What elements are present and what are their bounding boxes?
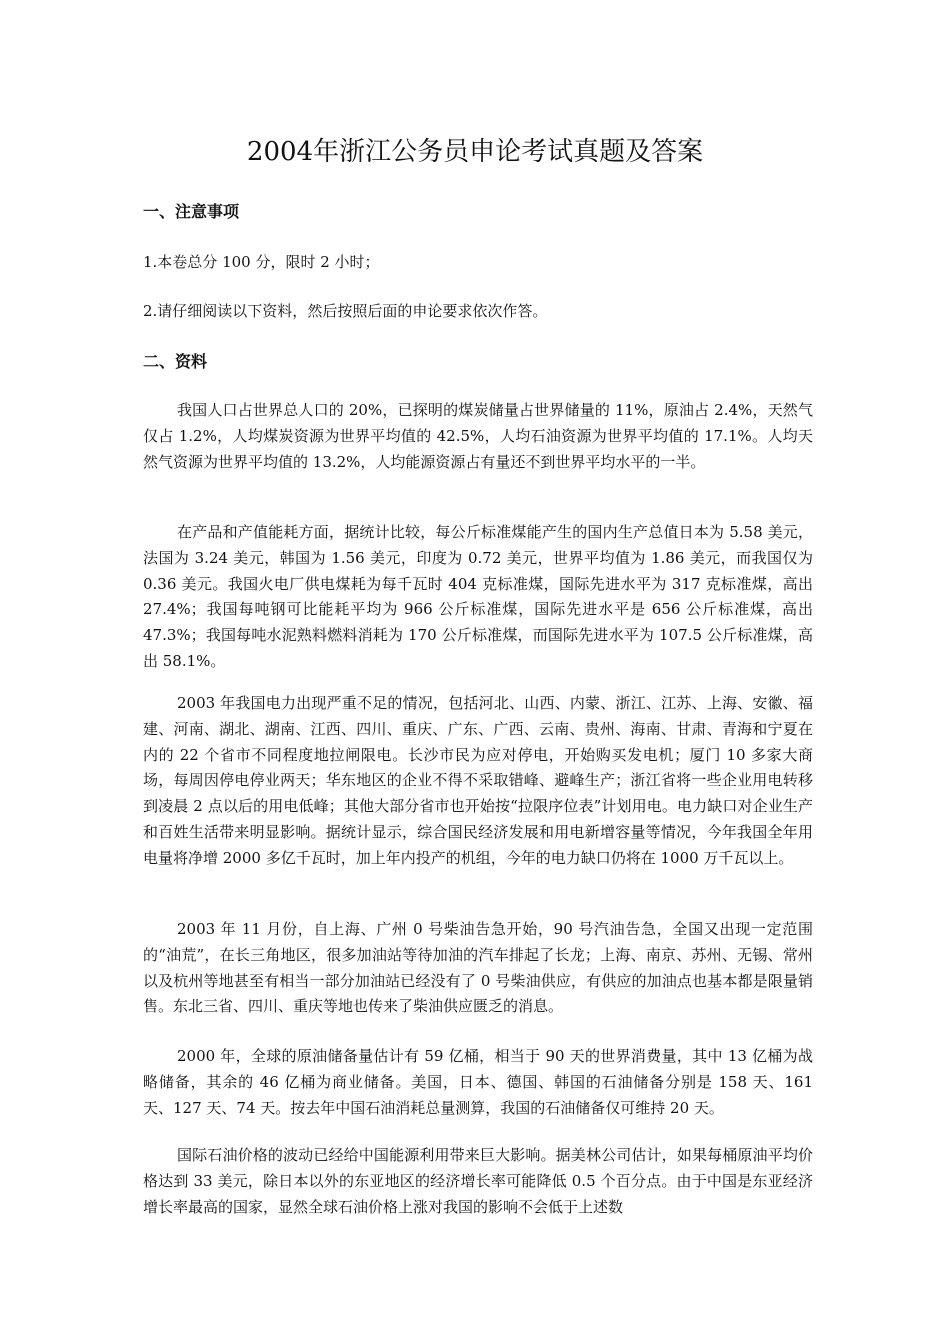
document-title: 2004年浙江公务员申论考试真题及答案 bbox=[246, 137, 704, 167]
material-paragraph-6: 国际石油价格的波动已经给中国能源利用带来巨大影响。据美林公司估计，如果每桶原油平均价格达到 33 美元，除日本以外的东亚地区的经济增长率可能降低 0.5 个百分点。由于中国是东亚经济增长率最高的国家，显然全球石油价格上涨对我国的影响不会低于上述数 bbox=[143, 1146, 813, 1216]
note-item-2: 2.请仔细阅读以下资料，然后按照后面的申论要求依次作答。 bbox=[143, 302, 548, 320]
material-paragraph-3: 2003 年我国电力出现严重不足的情况，包括河北、山西、内蒙、浙江、江苏、上海、安徽、福建、河南、湖北、湖南、江西、四川、重庆、广东、广西、云南、贵州、海南、甘肃、青海和宁夏在内的 22 个省市不同程度地拉闸限电。长沙市民为应对停电，开始购买发电机；厦门 10 多家大商场，每周因停电停业两天；华东地区的企业不得不采取错峰、避峰生产；浙江省将一些企业用电转移到凌晨 2 点以后的用电低峰；其他大部分省市也开始按“拉限序位表”计划用电。电力缺口对企业生产和百姓生活带来明显影响。据统计显示，综合国民经济发展和用电新增容量等情况，今年我国全年用电量将净增 2000 多亿千瓦时，加上年内投产的机组，今年的电力缺口仍将在 1000 万千瓦以上。 bbox=[143, 694, 813, 867]
material-paragraph-2: 在产品和产值能耗方面，据统计比较，每公斤标准煤能产生的国内生产总值日本为 5.58 美元，法国为 3.24 美元，韩国为 1.56 美元，印度为 0.72 美元，世界平均值为 1.86 美元，而我国仅为 0.36 美元。我国火电厂供电煤耗为每千瓦时 404 克标准煤，国际先进水平为 317 克标准煤，高出 27.4%；我国每吨钢可比能耗平均为 966 公斤标准煤，国际先进水平是 656 公斤标准煤，高出 47.3%；我国每吨水泥熟料燃料消耗为 170 公斤标准煤，而国际先进水平为 107.5 公斤标准煤，高出 58.1%。 bbox=[143, 523, 813, 670]
material-paragraph-4: 2003 年 11 月份，自上海、广州 0 号柴油告急开始，90 号汽油告急，全国又出现一定范围的“油荒”，在长三角地区，很多加油站等待加油的汽车排起了长龙；上海、南京、苏州、无锡、常州以及杭州等地甚至有相当一部分加油站已经没有了 0 号柴油供应，有供应的加油点也基本都是限量销售。东北三省、四川、重庆等地也传来了柴油供应匮乏的消息。 bbox=[143, 920, 813, 1016]
material-paragraph-1: 我国人口占世界总人口的 20%，已探明的煤炭储量占世界储量的 11%，原油占 2.4%，天然气仅占 1.2%，人均煤炭资源为世界平均值的 42.5%，人均石油资源为世界平均值的 17.1%。人均天然气资源为世界平均值的 13.2%，人均能源资源占有量还不到世界平均水平的一半。 bbox=[143, 401, 813, 471]
section-heading-materials: 二、资料 bbox=[143, 352, 208, 371]
section-heading-notes: 一、注意事项 bbox=[143, 202, 240, 221]
note-item-1: 1.本卷总分 100 分，限时 2 小时； bbox=[143, 253, 380, 271]
material-paragraph-5: 2000 年，全球的原油储备量估计有 59 亿桶，相当于 90 天的世界消费量，其中 13 亿桶为战略储备，其余的 46 亿桶为商业储备。美国，日本、德国、韩国的石油储备分别是 158 天、161 天、127 天、74 天。按去年中国石油消耗总量测算，我国的石油储备仅可维持 20 天。 bbox=[143, 1047, 813, 1117]
